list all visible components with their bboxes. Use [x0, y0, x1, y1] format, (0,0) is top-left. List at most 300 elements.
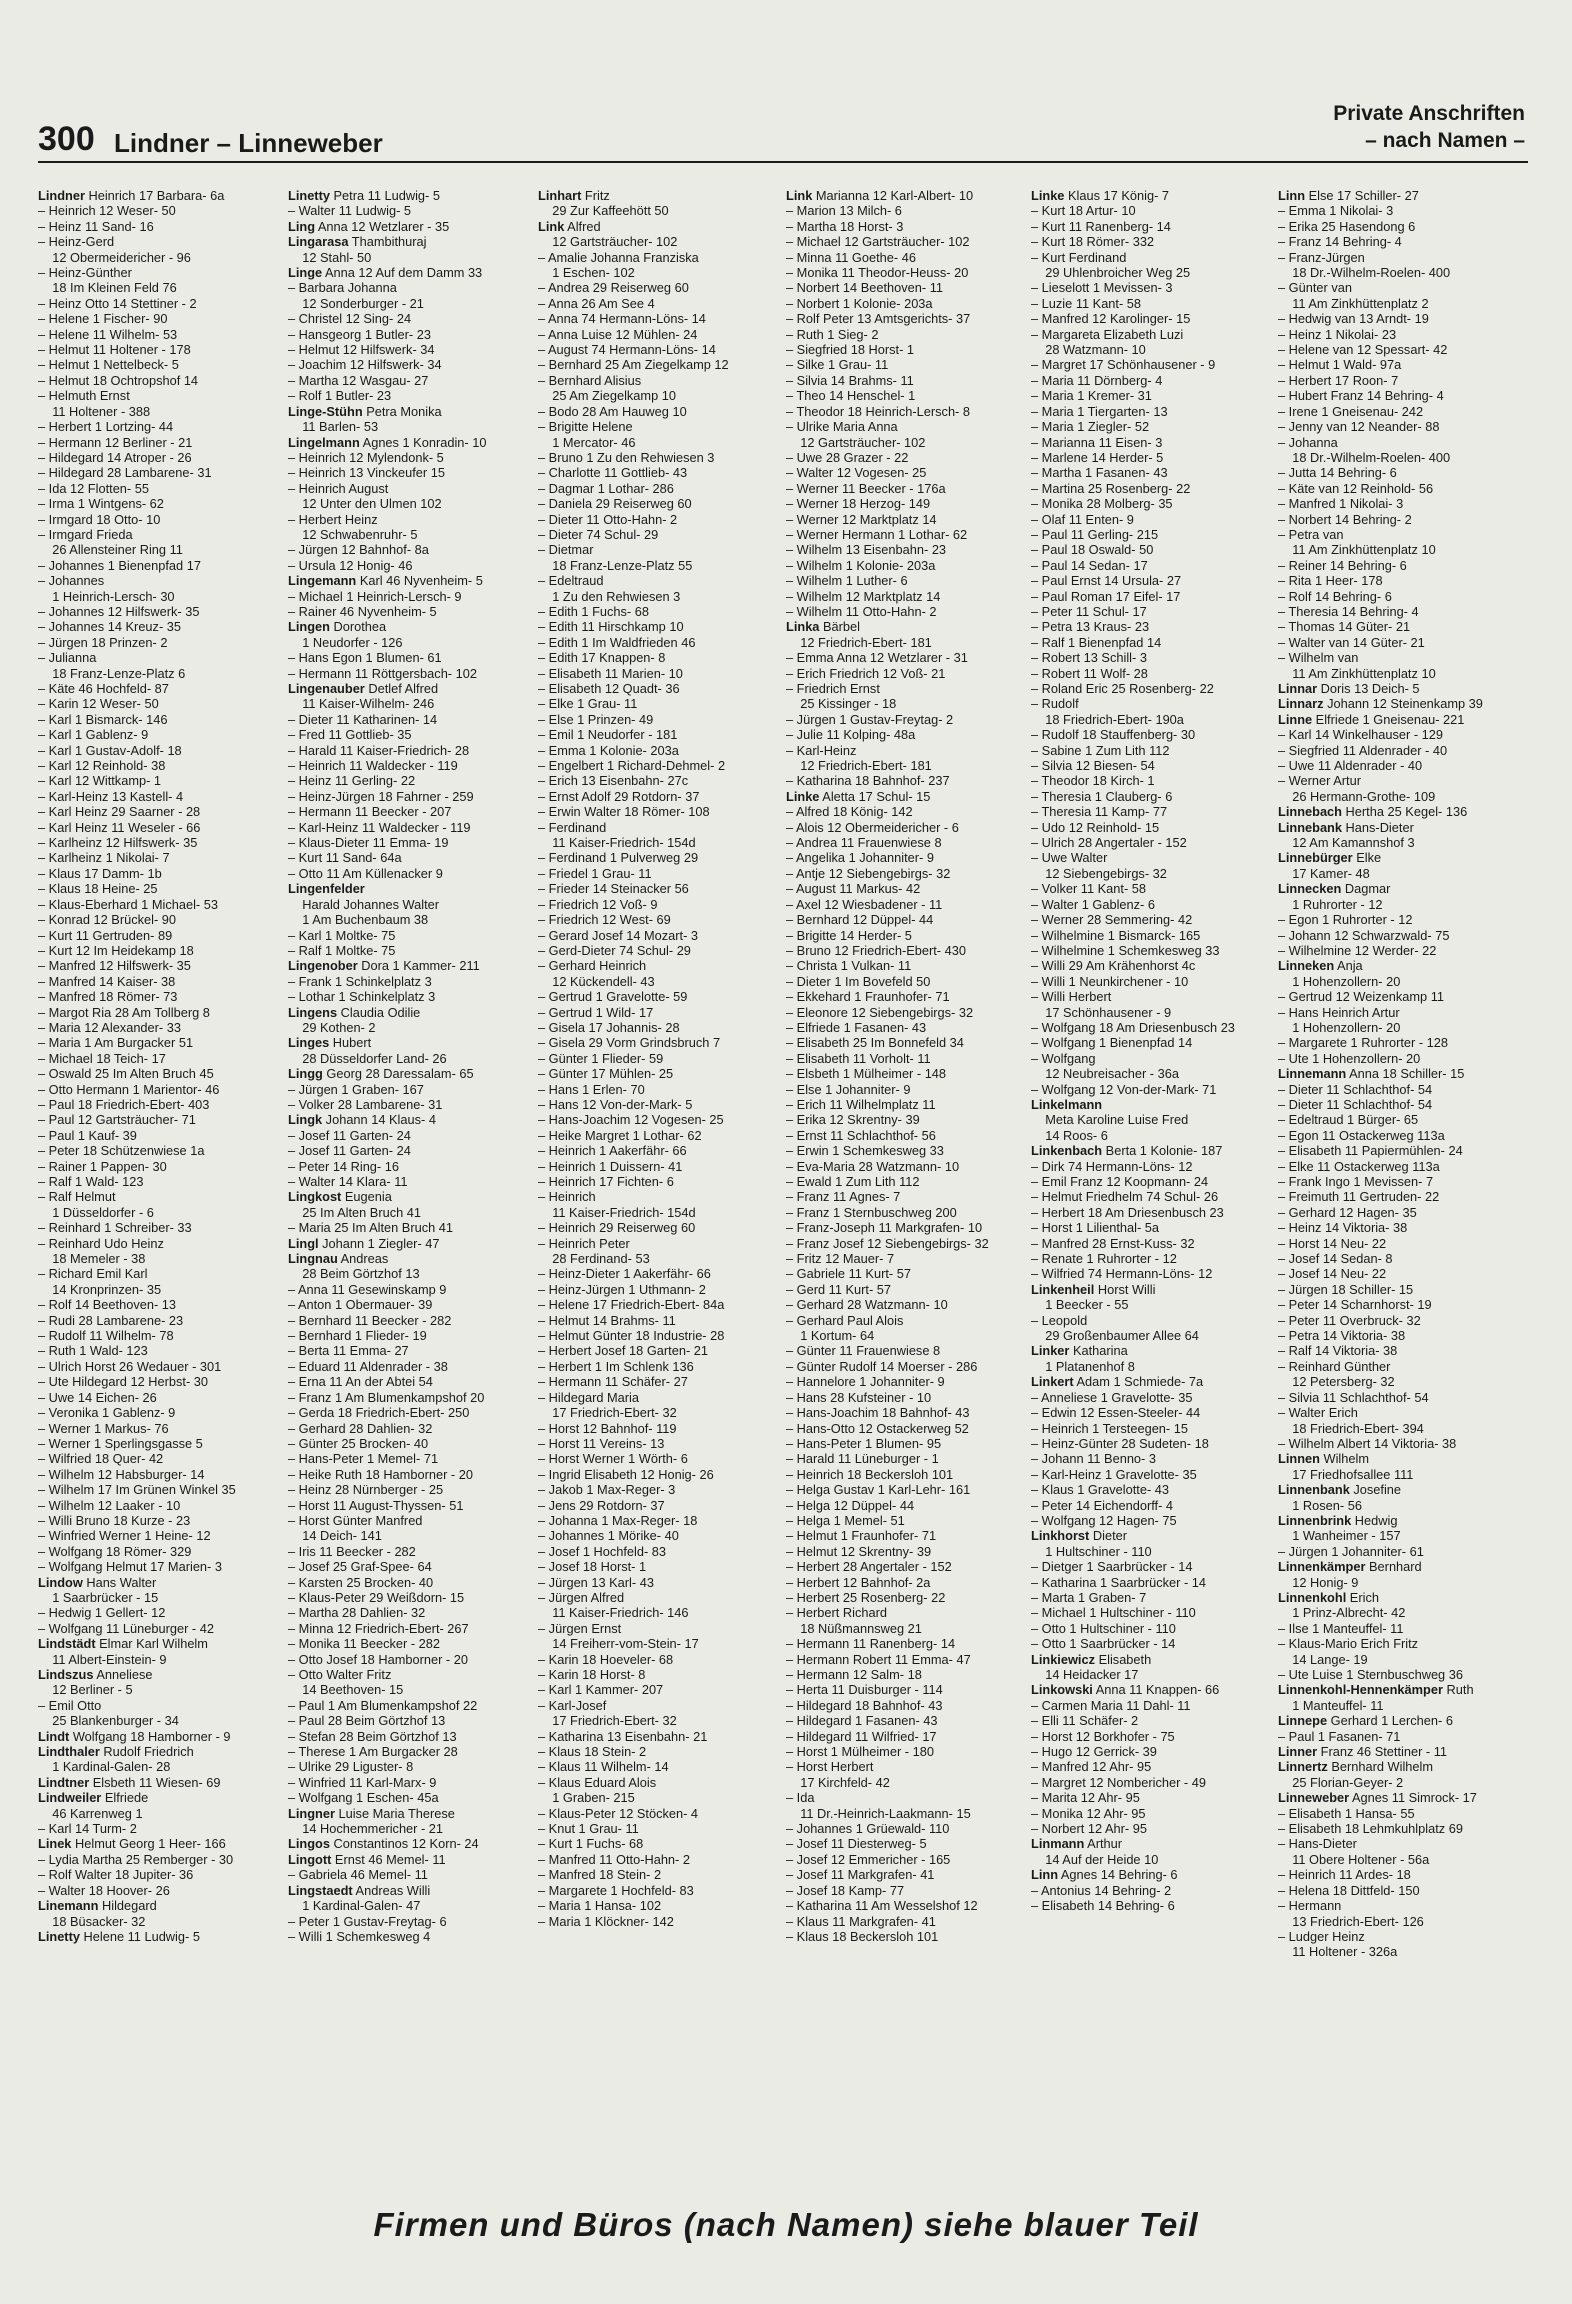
directory-entry: – Emma 1 Kolonie- 203a — [538, 742, 679, 758]
directory-entry: – Kurt 1 Fuchs- 68 — [538, 1836, 644, 1852]
directory-entry: – Walter 12 Vogesen- 25 — [786, 465, 927, 481]
directory-entry: – Paul 18 Oswald- 50 — [1031, 542, 1154, 558]
directory-entry: 1 Beecker - 55 — [1031, 1297, 1129, 1313]
directory-entry: – Bernhard 11 Beecker - 282 — [288, 1312, 452, 1328]
directory-entry: – Ingrid Elisabeth 12 Honig- 26 — [538, 1466, 714, 1482]
directory-entry: Linnar Doris 13 Deich- 5 — [1278, 681, 1420, 696]
directory-entry: Link Marianna 12 Karl-Albert- 10 — [786, 188, 974, 203]
directory-entry: – Gertrud 1 Gravelotte- 59 — [538, 989, 688, 1005]
directory-entry: Linkert Adam 1 Schmiede- 7a — [1031, 1374, 1204, 1390]
directory-entry: – Klaus-Eberhard 1 Michael- 53 — [38, 896, 218, 912]
directory-entry: – Ruth 1 Sieg- 2 — [786, 326, 879, 342]
directory-entry: 11 Am Zinkhüttenplatz 10 — [1278, 665, 1436, 681]
directory-entry: – Margot Ria 28 Am Tollberg 8 — [38, 1004, 210, 1020]
directory-entry: – Heinz 11 Sand- 16 — [38, 218, 154, 234]
directory-entry: – Gerhard Paul Alois — [786, 1312, 904, 1328]
directory-entry: – Dietmar — [538, 542, 594, 558]
directory-entry: – Monika 12 Ahr- 95 — [1031, 1805, 1146, 1821]
page-header-section — [1333, 100, 1525, 154]
directory-entry: – Dirk 74 Hermann-Löns- 12 — [1031, 1158, 1193, 1174]
directory-entry: – Hermann — [1278, 1898, 1342, 1914]
directory-entry: – Martha 1 Fasanen- 43 — [1031, 465, 1168, 481]
directory-entry: 1 Graben- 215 — [538, 1790, 635, 1806]
directory-entry: Linge-Stühn Petra Monika — [288, 403, 442, 419]
directory-entry: 11 Kaiser-Friedrich- 154d — [538, 835, 696, 851]
directory-entry: – Bernhard 12 Düppel- 44 — [786, 912, 934, 928]
directory-entry: – Horst 11 August-Thyssen- 51 — [288, 1497, 464, 1513]
directory-entry: – Herbert 12 Bahnhof- 2a — [786, 1574, 931, 1590]
directory-entry: – Ferdinand — [538, 819, 607, 835]
directory-entry: – Michael 18 Teich- 17 — [38, 1050, 166, 1066]
directory-entry: 13 Friedrich-Ebert- 126 — [1278, 1913, 1424, 1929]
directory-entry: – Wilhelm 17 Im Grünen Winkel 35 — [38, 1482, 236, 1498]
directory-entry: – Brigitte 14 Herder- 5 — [786, 927, 912, 943]
directory-entry: – Dieter 11 Schlachthof- 54 — [1278, 1081, 1433, 1097]
directory-entry: Lingner Luise Maria Therese — [288, 1805, 455, 1821]
directory-column-4 — [786, 188, 1024, 1944]
directory-entry: – Karl-Josef — [538, 1697, 607, 1713]
directory-entry: – Klaus 18 Beckersloh 101 — [786, 1928, 939, 1944]
directory-entry: Lingstaedt Andreas Willi — [288, 1882, 431, 1898]
directory-entry: Lindtner Elsbeth 11 Wiesen- 69 — [38, 1774, 221, 1790]
directory-entry: Linne Elfriede 1 Gneisenau- 221 — [1278, 711, 1465, 727]
directory-entry: – Brigitte Helene — [538, 419, 633, 435]
directory-entry: – Johannes 12 Hilfswerk- 35 — [38, 603, 200, 619]
directory-entry: – Fritz 12 Mauer- 7 — [786, 1251, 895, 1267]
directory-entry: – Werner Hermann 1 Lothar- 62 — [786, 526, 968, 542]
directory-entry: – Elke 1 Grau- 11 — [538, 696, 638, 712]
directory-entry: 14 Roos- 6 — [1031, 1127, 1108, 1143]
directory-entry: – Anna 74 Hermann-Löns- 14 — [538, 311, 706, 327]
directory-entry: – Marta 1 Graben- 7 — [1031, 1589, 1147, 1605]
directory-entry: – Erna 11 An der Abtei 54 — [288, 1374, 433, 1390]
directory-entry: Lindow Hans Walter — [38, 1574, 157, 1590]
directory-entry: – Horst 11 Vereins- 13 — [538, 1435, 665, 1451]
directory-entry: – Emil 1 Neudorfer - 181 — [538, 727, 678, 743]
directory-entry: Ling Anna 12 Wetzlarer - 35 — [288, 218, 450, 234]
directory-entry: – Josef 18 Kamp- 77 — [786, 1882, 905, 1898]
directory-entry: 29 Großenbaumer Allee 64 — [1031, 1328, 1199, 1344]
directory-entry: 1 Saarbrücker - 15 — [38, 1589, 159, 1605]
directory-entry: – Theresia 11 Kamp- 77 — [1031, 804, 1168, 820]
directory-entry: 12 Schwabenruhr- 5 — [288, 526, 418, 542]
directory-entry: – Bodo 28 Am Hauweg 10 — [538, 403, 687, 419]
directory-entry: – Franz-Jürgen — [1278, 249, 1365, 265]
directory-entry: – Margret 17 Schönhausener - 9 — [1031, 357, 1216, 373]
directory-entry: Linkowski Anna 11 Knappen- 66 — [1031, 1682, 1220, 1698]
directory-entry: Meta Karoline Luise Fred — [1031, 1112, 1189, 1128]
directory-entry: – Manfred 14 Kaiser- 38 — [38, 973, 176, 989]
directory-entry: – Jürgen 18 Prinzen- 2 — [38, 634, 168, 650]
directory-entry: – Hermann 11 Beecker - 207 — [288, 804, 452, 820]
directory-entry: – Jürgen Ernst — [538, 1620, 622, 1636]
directory-entry: – Elli 11 Schäfer- 2 — [1031, 1713, 1139, 1729]
directory-entry: – Herbert Richard — [786, 1605, 887, 1621]
directory-entry: – Franz 1 Sternbuschweg 200 — [786, 1204, 957, 1220]
directory-entry: – Heinrich August — [288, 480, 389, 496]
directory-entry: – Karl-Heinz — [786, 742, 857, 758]
directory-entry: – Emil Otto — [38, 1697, 102, 1713]
directory-entry: – Wilhelm Albert 14 Viktoria- 38 — [1278, 1435, 1457, 1451]
directory-entry: 25 Kissinger - 18 — [786, 696, 897, 712]
directory-entry: – Johannes 1 Mörike- 40 — [538, 1528, 679, 1544]
directory-entry: – Horst 1 Mülheimer - 180 — [786, 1744, 934, 1760]
directory-entry: Linnenkohl-Hennenkämper Ruth — [1278, 1682, 1474, 1698]
directory-entry: – Paul 11 Gerling- 215 — [1031, 526, 1159, 542]
directory-entry: – Kurt Ferdinand — [1031, 249, 1127, 265]
directory-entry: – Günter 1 Flieder- 59 — [538, 1050, 664, 1066]
directory-entry: – Anneliese 1 Gravelotte- 35 — [1031, 1389, 1193, 1405]
directory-entry: – Johannes 1 Bienenpfad 17 — [38, 557, 201, 573]
directory-entry: – Angelika 1 Johanniter- 9 — [786, 850, 934, 866]
directory-entry: – Josef 11 Diesterweg- 5 — [786, 1836, 927, 1852]
directory-entry: – Rudolf 18 Stauffenberg- 30 — [1031, 727, 1196, 743]
directory-entry: – Maria 12 Alexander- 33 — [38, 1019, 181, 1035]
directory-entry: 18 Im Kleinen Feld 76 — [38, 280, 177, 296]
directory-entry: – Elisabeth 12 Quadt- 36 — [538, 681, 680, 696]
directory-entry: Lingen Dorothea — [288, 619, 387, 635]
directory-entry: – Rolf 14 Beethoven- 13 — [38, 1297, 177, 1313]
directory-entry: 29 Zur Kaffeehött 50 — [538, 203, 669, 219]
directory-entry: – Uwe 14 Eichen- 26 — [38, 1389, 157, 1405]
directory-entry: – Franz-Joseph 11 Markgrafen- 10 — [786, 1220, 983, 1236]
directory-entry: Linnecken Dagmar — [1278, 881, 1391, 897]
directory-entry: – Marion 13 Milch- 6 — [786, 203, 902, 219]
directory-entry: – Michael 1 Hultschiner - 110 — [1031, 1605, 1196, 1621]
directory-entry: – Erika 25 Hasendong 6 — [1278, 218, 1416, 234]
directory-entry: – Horst 12 Borkhofer - 75 — [1031, 1728, 1175, 1744]
directory-entry: – Käte van 12 Reinhold- 56 — [1278, 480, 1434, 496]
directory-entry: – Antje 12 Siebengebirgs- 32 — [786, 865, 951, 881]
directory-entry: – Gerhard 12 Hagen- 35 — [1278, 1204, 1417, 1220]
directory-entry: – Bruno 1 Zu den Rehwiesen 3 — [538, 449, 715, 465]
directory-entry: – Otto 1 Hultschiner - 110 — [1031, 1620, 1176, 1636]
directory-entry: – Erich 13 Eisenbahn- 27c — [538, 773, 689, 789]
directory-entry: – Ulrike 29 Liguster- 8 — [288, 1759, 414, 1775]
directory-entry: – Irma 1 Wintgens- 62 — [38, 496, 164, 512]
directory-entry: 11 Am Zinkhüttenplatz 2 — [1278, 295, 1429, 311]
directory-entry: 1 Zu den Rehwiesen 3 — [538, 588, 681, 604]
directory-entry: Harald Johannes Walter — [288, 896, 440, 912]
directory-entry: – Heike Ruth 18 Hamborner - 20 — [288, 1466, 473, 1482]
directory-entry: – Veronika 1 Gablenz- 9 — [38, 1405, 176, 1421]
directory-entry: – Daniela 29 Reiserweg 60 — [538, 496, 692, 512]
directory-entry: – Karsten 25 Brocken- 40 — [288, 1574, 434, 1590]
directory-entry: – Heinrich 13 Vinckeufer 15 — [288, 465, 445, 481]
directory-entry: – Karl-Heinz 13 Kastell- 4 — [38, 788, 184, 804]
directory-entry: 11 Albert-Einstein- 9 — [38, 1651, 167, 1667]
directory-entry: – Herbert 1 Lortzing- 44 — [38, 419, 174, 435]
directory-entry: – Katharina 13 Eisenbahn- 21 — [538, 1728, 708, 1744]
directory-entry: – Egon 11 Ostackerweg 113a — [1278, 1127, 1445, 1143]
directory-entry: – Carmen Maria 11 Dahl- 11 — [1031, 1697, 1191, 1713]
directory-entry: – Heinz Otto 14 Stettiner - 2 — [38, 295, 197, 311]
directory-entry: 12 Obermeidericher - 96 — [38, 249, 191, 265]
directory-entry: – Wilfried 18 Quer- 42 — [38, 1451, 164, 1467]
directory-entry: – Marita 12 Ahr- 95 — [1031, 1790, 1140, 1806]
directory-entry: – Jutta 14 Behring- 6 — [1278, 465, 1397, 481]
directory-entry: – Erwin Walter 18 Römer- 108 — [538, 804, 710, 820]
directory-entry: Linke Klaus 17 König- 7 — [1031, 188, 1170, 203]
directory-entry: – Josef 12 Emmericher - 165 — [786, 1851, 951, 1867]
directory-entry: – Heinz-Dieter 1 Aakerfähr- 66 — [538, 1266, 711, 1282]
directory-entry: – Ralf 14 Viktoria- 38 — [1278, 1343, 1398, 1359]
directory-entry: – Karlheinz 12 Hilfswerk- 35 — [38, 835, 198, 851]
directory-entry: – Werner Artur — [1278, 773, 1361, 789]
directory-entry: – Kurt 18 Römer- 332 — [1031, 234, 1155, 250]
directory-entry: – Monika 11 Beecker - 282 — [288, 1636, 440, 1652]
directory-entry: Linnenkämper Bernhard — [1278, 1559, 1422, 1575]
directory-entry: – Gabriele 11 Kurt- 57 — [786, 1266, 911, 1282]
directory-entry: – Anna Luise 12 Mühlen- 24 — [538, 326, 698, 342]
directory-entry: Lingos Constantinos 12 Korn- 24 — [288, 1836, 479, 1852]
directory-entry: Linke Aletta 17 Schul- 15 — [786, 788, 931, 804]
directory-entry: 14 Kronprinzen- 35 — [38, 1281, 162, 1297]
directory-entry: – Herbert 17 Roon- 7 — [1278, 372, 1399, 388]
directory-entry: – Karl Heinz 29 Saarner - 28 — [38, 804, 201, 820]
directory-entry: – Herbert 1 Im Schlenk 136 — [538, 1358, 694, 1374]
directory-entry: – Winfried Werner 1 Heine- 12 — [38, 1528, 211, 1544]
directory-entry: 17 Kirchfeld- 42 — [786, 1774, 890, 1790]
directory-entry: – Dieter 11 Schlachthof- 54 — [1278, 1096, 1433, 1112]
directory-entry: 12 Neubreisacher - 36a — [1031, 1066, 1179, 1082]
directory-entry: – Irmgard Frieda — [38, 526, 133, 542]
directory-entry: – Peter 18 Schützenwiese 1a — [38, 1143, 205, 1159]
directory-entry: – Horst 1 Lilienthal- 5a — [1031, 1220, 1160, 1236]
directory-entry: Linnebürger Elke — [1278, 850, 1382, 866]
directory-entry: – Irene 1 Gneisenau- 242 — [1278, 403, 1424, 419]
directory-entry: – Margarete 1 Hochfeld- 83 — [538, 1882, 694, 1898]
directory-entry: – Hans 1 Erlen- 70 — [538, 1081, 645, 1097]
directory-entry: – Hans-Otto 12 Ostackerweg 52 — [786, 1420, 969, 1436]
directory-entry: – Peter 14 Eichendorff- 4 — [1031, 1497, 1174, 1513]
directory-entry: – Herbert 18 Am Driesenbusch 23 — [1031, 1204, 1224, 1220]
directory-entry: – Helmut 12 Hilfswerk- 34 — [288, 342, 435, 358]
directory-entry: 11 Am Zinkhüttenplatz 10 — [1278, 542, 1436, 558]
directory-entry: – Renate 1 Ruhrorter - 12 — [1031, 1251, 1177, 1267]
directory-entry: – Jens 29 Rotdorn- 37 — [538, 1497, 665, 1513]
directory-entry: – Herbert Josef 18 Garten- 21 — [538, 1343, 709, 1359]
directory-entry: – Elisabeth 1 Hansa- 55 — [1278, 1805, 1415, 1821]
directory-entry: – Karl 14 Winkelhauser - 129 — [1278, 727, 1444, 743]
directory-entry: – Wolfgang 12 Hagen- 75 — [1031, 1512, 1177, 1528]
directory-entry: – Karl 12 Reinhold- 38 — [38, 758, 166, 774]
directory-entry: – Margarete 1 Ruhrorter - 128 — [1278, 1035, 1448, 1051]
directory-entry: – Julie 11 Kolping- 48a — [786, 727, 916, 743]
directory-entry: – Volker 11 Kant- 58 — [1031, 881, 1147, 897]
directory-entry: – Helmut Friedhelm 74 Schul- 26 — [1031, 1189, 1219, 1205]
directory-entry: – Franz 14 Behring- 4 — [1278, 234, 1402, 250]
directory-entry: – Dietger 1 Saarbrücker - 14 — [1031, 1559, 1193, 1575]
directory-entry: 1 Ruhrorter - 12 — [1278, 896, 1383, 912]
directory-entry: 12 Unter den Ulmen 102 — [288, 496, 442, 512]
directory-entry: – Gerd 11 Kurt- 57 — [786, 1281, 892, 1297]
directory-entry: – Gerard Josef 14 Mozart- 3 — [538, 927, 699, 943]
directory-entry: Lingnau Andreas — [288, 1251, 389, 1267]
directory-entry: – Hans-Peter 1 Memel- 71 — [288, 1451, 439, 1467]
directory-entry: – Wilhelm 12 Marktplatz 14 — [786, 588, 941, 604]
directory-entry: Linetty Petra 11 Ludwig- 5 — [288, 188, 440, 203]
directory-entry: Linhart Fritz — [538, 188, 610, 203]
directory-entry: Linetty Helene 11 Ludwig- 5 — [38, 1928, 200, 1944]
directory-entry: – Michael 1 Heinrich-Lersch- 9 — [288, 588, 462, 604]
directory-entry: Linemann Hildegard — [38, 1898, 157, 1914]
directory-entry: – Katharina 18 Bahnhof- 237 — [786, 773, 950, 789]
directory-entry: – Maria 1 Am Burgacker 51 — [38, 1035, 194, 1051]
directory-entry: Linnebank Hans-Dieter — [1278, 819, 1414, 835]
directory-entry: – Ulrich Horst 26 Wedauer - 301 — [38, 1358, 222, 1374]
directory-entry: – Klaus 1 Gravelotte- 43 — [1031, 1482, 1169, 1498]
directory-entry: Lingarasa Thambithuraj — [288, 234, 427, 250]
directory-entry: – Hans-Joachim 18 Bahnhof- 43 — [786, 1405, 970, 1421]
directory-entry: – Rainer 1 Pappen- 30 — [38, 1158, 167, 1174]
directory-entry: – Jakob 1 Max-Reger- 3 — [538, 1482, 676, 1498]
directory-entry: – Werner 12 Marktplatz 14 — [786, 511, 937, 527]
directory-entry: 18 Dr.-Wilhelm-Roelen- 400 — [1278, 449, 1451, 465]
directory-entry: – Christel 12 Sing- 24 — [288, 311, 412, 327]
directory-entry: – Walter 1 Gablenz- 6 — [1031, 896, 1155, 912]
directory-entry: – Marlene 14 Herder- 5 — [1031, 449, 1164, 465]
directory-entry: – Maria 1 Ziegler- 52 — [1031, 419, 1150, 435]
section-title: Private Anschriften — [1333, 102, 1525, 125]
directory-entry: – Manfred 18 Stein- 2 — [538, 1867, 662, 1883]
directory-entry: Lingemann Karl 46 Nyvenheim- 5 — [288, 573, 483, 589]
directory-entry: – Norbert 14 Beethoven- 11 — [786, 280, 943, 296]
directory-entry: – Hugo 12 Gerrick- 39 — [1031, 1744, 1157, 1760]
directory-entry: Lindstädt Elmar Karl Wilhelm — [38, 1636, 208, 1652]
directory-entry: – Andrea 11 Frauenwiese 8 — [786, 835, 942, 851]
directory-entry: Link Alfred — [538, 218, 601, 234]
directory-entry: – Lothar 1 Schinkelplatz 3 — [288, 989, 436, 1005]
directory-entry: – Hildegard 14 Atroper - 26 — [38, 449, 192, 465]
directory-entry: Lingott Ernst 46 Memel- 11 — [288, 1851, 446, 1867]
directory-entry: – Hildegard 11 Wilfried- 17 — [786, 1728, 937, 1744]
directory-entry: – Paul 28 Beim Görtzhof 13 — [288, 1713, 446, 1729]
directory-entry: – Horst Werner 1 Wörth- 6 — [538, 1451, 688, 1467]
directory-entry: – Siegfried 11 Aldenrader - 40 — [1278, 742, 1448, 758]
directory-entry: – Theodor 18 Heinrich-Lersch- 8 — [786, 403, 970, 419]
directory-entry: – Wolfgang 18 Römer- 329 — [38, 1543, 192, 1559]
directory-entry: – Käte 46 Hochfeld- 87 — [38, 681, 169, 696]
directory-entry: 1 Manteuffel- 11 — [1278, 1697, 1384, 1713]
directory-entry: – Erika 12 Skrentny- 39 — [786, 1112, 920, 1128]
directory-entry: – Harald 11 Lüneburger - 1 — [786, 1451, 939, 1467]
directory-entry: – Oswald 25 Im Alten Bruch 45 — [38, 1066, 214, 1082]
directory-entry: – Franz 11 Agnes- 7 — [786, 1189, 901, 1205]
directory-entry: – Karlheinz 1 Nikolai- 7 — [38, 850, 170, 866]
directory-entry: – Stefan 28 Beim Görtzhof 13 — [288, 1728, 457, 1744]
directory-entry: – Heinrich — [538, 1189, 596, 1205]
directory-entry: 29 Uhlenbroicher Weg 25 — [1031, 265, 1191, 281]
directory-entry: Linn Else 17 Schiller- 27 — [1278, 188, 1419, 203]
directory-entry: Linkiewicz Elisabeth — [1031, 1651, 1152, 1667]
directory-entry: – Gerhard Heinrich — [538, 958, 647, 974]
directory-entry: – Herta 11 Duisburger - 114 — [786, 1682, 943, 1698]
directory-entry: – Uwe 28 Grazer - 22 — [786, 449, 909, 465]
directory-entry: – Hans-Dieter — [1278, 1836, 1357, 1852]
directory-entry: – Günter van — [1278, 280, 1352, 296]
directory-entry: – Christa 1 Vulkan- 11 — [786, 958, 912, 974]
directory-entry: – Karl 1 Bismarck- 146 — [38, 711, 168, 727]
directory-entry: – Wolfgang 11 Lüneburger - 42 — [38, 1620, 214, 1636]
directory-entry: – Heinz-Gerd — [38, 234, 115, 250]
directory-entry: – Ralf 1 Wald- 123 — [38, 1174, 144, 1189]
directory-entry: – Paul 1 Kauf- 39 — [38, 1127, 137, 1143]
directory-entry: – Heinrich 12 Mylendonk- 5 — [288, 449, 444, 465]
directory-entry: 12 Gartsträucher- 102 — [538, 234, 678, 250]
directory-entry: – Maria 25 Im Alten Bruch 41 — [288, 1220, 454, 1236]
directory-entry: 29 Kothen- 2 — [288, 1019, 376, 1035]
directory-entry: – Helmut Günter 18 Industrie- 28 — [538, 1328, 725, 1344]
directory-entry: – Willi Bruno 18 Kurze - 23 — [38, 1512, 191, 1528]
directory-entry: – Helmuth Ernst — [38, 388, 130, 404]
directory-entry: – Wilhelm 13 Eisenbahn- 23 — [786, 542, 947, 558]
header-rule — [38, 161, 1528, 163]
directory-entry: – Norbert 1 Kolonie- 203a — [786, 295, 933, 311]
directory-entry: – Hermann 11 Ranenberg- 14 — [786, 1636, 956, 1652]
directory-entry: Lingenauber Detlef Alfred — [288, 681, 439, 696]
directory-entry: – Winfried 11 Karl-Marx- 9 — [288, 1774, 437, 1790]
directory-entry: – Klaus-Mario Erich Fritz — [1278, 1636, 1419, 1652]
directory-entry: – Peter 1 Gustav-Freytag- 6 — [288, 1913, 447, 1929]
directory-entry: – Josef 11 Garten- 24 — [288, 1143, 411, 1159]
directory-entry: 25 Im Alten Bruch 41 — [288, 1204, 422, 1220]
directory-entry: – Alfred 18 König- 142 — [786, 804, 913, 820]
directory-entry: – Eleonore 12 Siebengebirgs- 32 — [786, 1004, 974, 1020]
directory-entry: – Ulrich 28 Angertaler - 152 — [1031, 835, 1187, 851]
directory-entry: – Lydia Martha 25 Remberger - 30 — [38, 1851, 234, 1867]
directory-entry: Lindszus Anneliese — [38, 1667, 153, 1682]
directory-entry: – Friedrich 12 Voß- 9 — [538, 896, 658, 912]
directory-entry: – Thomas 14 Güter- 21 — [1278, 619, 1411, 635]
directory-entry: – Karl 1 Kammer- 207 — [538, 1682, 664, 1698]
directory-entry: Lingens Claudia Odilie — [288, 1004, 421, 1020]
directory-entry: – Silvia 14 Brahms- 11 — [786, 372, 914, 388]
directory-entry: 14 Heidacker 17 — [1031, 1667, 1139, 1682]
directory-entry: 1 Neudorfer - 126 — [288, 634, 403, 650]
directory-entry: – Ernst Adolf 29 Rotdorn- 37 — [538, 788, 700, 804]
directory-entry: – Kurt 11 Sand- 64a — [288, 850, 402, 866]
directory-entry: Lindweiler Elfriede — [38, 1790, 149, 1806]
directory-entry: – Eduard 11 Aldenrader - 38 — [288, 1358, 448, 1374]
directory-entry: – Ilse 1 Manteuffel- 11 — [1278, 1620, 1404, 1636]
directory-entry: – Rudi 28 Lambarene- 23 — [38, 1312, 184, 1328]
directory-entry: 18 Büsacker- 32 — [38, 1913, 146, 1929]
directory-entry: – Walter 18 Hoover- 26 — [38, 1882, 170, 1898]
directory-entry: – Rolf 1 Butler- 23 — [288, 388, 392, 404]
directory-entry: Linnarz Johann 12 Steinenkamp 39 — [1278, 696, 1483, 712]
directory-columns — [38, 188, 1533, 2148]
directory-entry: – Heinz 1 Nikolai- 23 — [1278, 326, 1397, 342]
directory-entry: – Heinrich 1 Aakerfähr- 66 — [538, 1143, 687, 1159]
directory-entry: – Gisela 29 Vorm Grindsbruch 7 — [538, 1035, 721, 1051]
directory-column-2 — [288, 188, 526, 1944]
directory-entry: – Rolf 14 Behring- 6 — [1278, 588, 1392, 604]
directory-entry: – Harald 11 Kaiser-Friedrich- 28 — [288, 742, 470, 758]
directory-entry: 1 Hohenzollern- 20 — [1278, 973, 1401, 989]
directory-entry: – Josef 11 Markgrafen- 41 — [786, 1867, 935, 1883]
directory-entry: – Frank 1 Schinkelplatz 3 — [288, 973, 432, 989]
directory-entry: – Edeltraud — [538, 573, 604, 589]
directory-entry: 25 Florian-Geyer- 2 — [1278, 1774, 1404, 1790]
directory-entry: – Reinhard Udo Heinz — [38, 1235, 164, 1251]
directory-entry: – Willi 1 Schemkesweg 4 — [288, 1928, 431, 1944]
directory-entry: – Katharina 11 Am Wesselshof 12 — [786, 1898, 978, 1914]
directory-entry: – Bernhard Alisius — [538, 372, 642, 388]
directory-entry: Lindt Wolfgang 18 Hamborner - 9 — [38, 1728, 231, 1744]
directory-entry: – Elisabeth 11 Papiermühlen- 24 — [1278, 1143, 1463, 1159]
directory-entry: – Frank Ingo 1 Mevissen- 7 — [1278, 1174, 1434, 1189]
